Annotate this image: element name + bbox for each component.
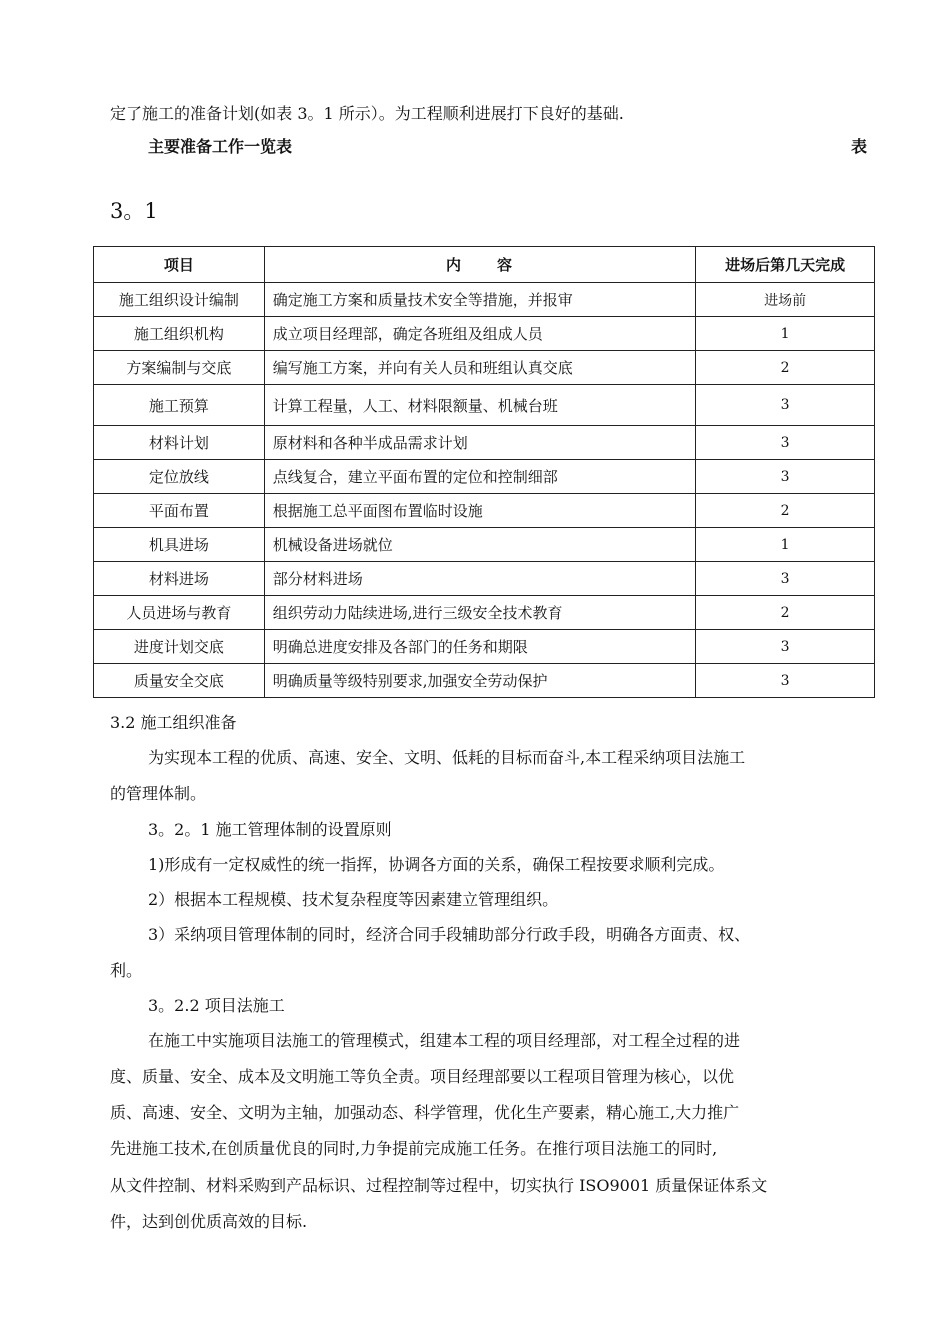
table-row <box>94 596 875 630</box>
table-row <box>94 460 875 494</box>
table-row <box>94 385 875 426</box>
cell-days: 3 <box>696 664 875 698</box>
preparation-table <box>93 246 875 698</box>
table-row <box>94 630 875 664</box>
table-title: 主要准备工作一览表 <box>148 137 293 156</box>
header-content: 内 容 <box>264 247 695 283</box>
table-number: 3。1 <box>110 199 158 223</box>
cell-days: 进场前 <box>696 283 875 317</box>
cell-item: 材料进场 <box>94 562 265 596</box>
table-row <box>94 562 875 596</box>
table-row <box>94 426 875 460</box>
subsection-heading-1: 3。2。1 施工管理体制的设置原则 <box>148 820 392 839</box>
cell-content: 成立项目经理部，确定各班组及组成人员 <box>264 317 695 351</box>
cell-days: 2 <box>696 494 875 528</box>
cell-content: 部分材料进场 <box>264 562 695 596</box>
section-heading: 3.2 施工组织准备 <box>110 713 237 732</box>
list-item-1: 1)形成有一定权威性的统一指挥，协调各方面的关系，确保工程按要求顺利完成。 <box>148 855 725 874</box>
cell-item: 施工组织设计编制 <box>94 283 265 317</box>
cell-days: 3 <box>696 630 875 664</box>
cell-item: 方案编制与交底 <box>94 351 265 385</box>
cell-content: 原材料和各种半成品需求计划 <box>264 426 695 460</box>
cell-item: 施工预算 <box>94 385 265 426</box>
para2-line: 先进施工技术,在创质量优良的同时,力争提前完成施工任务。在推行项目法施工的同时, <box>110 1139 718 1158</box>
para2-line: 在施工中实施项目法施工的管理模式，组建本工程的项目经理部，对工程全过程的进 <box>148 1031 741 1050</box>
para2-line: 质、高速、安全、文明为主轴，加强动态、科学管理，优化生产要素，精心施工,大力推广 <box>110 1103 740 1122</box>
cell-days: 2 <box>696 596 875 630</box>
cell-content: 根据施工总平面图布置临时设施 <box>264 494 695 528</box>
para1-line2: 的管理体制。 <box>110 784 207 803</box>
cell-item: 机具进场 <box>94 528 265 562</box>
cell-days: 3 <box>696 385 875 426</box>
cell-days: 1 <box>696 528 875 562</box>
header-item: 项目 <box>94 247 265 283</box>
table-header-row <box>94 247 875 283</box>
cell-days: 2 <box>696 351 875 385</box>
cell-content: 编写施工方案，并向有关人员和班组认真交底 <box>264 351 695 385</box>
cell-item: 材料计划 <box>94 426 265 460</box>
cell-days: 1 <box>696 317 875 351</box>
cell-item: 平面布置 <box>94 494 265 528</box>
table-row <box>94 664 875 698</box>
cell-item: 质量安全交底 <box>94 664 265 698</box>
table-row <box>94 317 875 351</box>
table-row <box>94 528 875 562</box>
para2-line: 件，达到创优质高效的目标. <box>110 1212 308 1231</box>
header-days: 进场后第几天完成 <box>696 247 875 283</box>
cell-content: 计算工程量，人工、材料限额量、机械台班 <box>264 385 695 426</box>
para2-line: 度、质量、安全、成本及文明施工等负全责。项目经理部要以工程项目管理为核心，以优 <box>110 1067 735 1086</box>
cell-content: 明确质量等级特别要求,加强安全劳动保护 <box>264 664 695 698</box>
cell-item: 进度计划交底 <box>94 630 265 664</box>
cell-days: 3 <box>696 562 875 596</box>
cell-content: 明确总进度安排及各部门的任务和期限 <box>264 630 695 664</box>
table-label-right: 表 <box>851 137 868 156</box>
intro-line: 定了施工的准备计划(如表 3。1 所示）。为工程顺利进展打下良好的基础. <box>110 104 624 123</box>
cell-item: 定位放线 <box>94 460 265 494</box>
para1-line1: 为实现本工程的优质、高速、安全、文明、低耗的目标而奋斗,本工程采纳项目法施工 <box>148 748 746 767</box>
list-item-3-line1: 3）采纳项目管理体制的同时，经济合同手段辅助部分行政手段，明确各方面责、权、 <box>148 925 751 944</box>
para2-line: 从文件控制、材料采购到产品标识、过程控制等过程中，切实执行 ISO9001 质量保证体系文 <box>110 1176 768 1195</box>
cell-days: 3 <box>696 426 875 460</box>
list-item-2: 2）根据本工程规模、技术复杂程度等因素建立管理组织。 <box>148 890 559 909</box>
cell-content: 机械设备进场就位 <box>264 528 695 562</box>
subsection-heading-2: 3。2.2 项目法施工 <box>148 996 285 1015</box>
table-row <box>94 351 875 385</box>
list-item-3-line2: 利。 <box>110 961 143 980</box>
cell-item: 人员进场与教育 <box>94 596 265 630</box>
cell-content: 确定施工方案和质量技术安全等措施，并报审 <box>264 283 695 317</box>
cell-item: 施工组织机构 <box>94 317 265 351</box>
cell-content: 点线复合，建立平面布置的定位和控制细部 <box>264 460 695 494</box>
cell-days: 3 <box>696 460 875 494</box>
table-row <box>94 283 875 317</box>
table-row <box>94 494 875 528</box>
cell-content: 组织劳动力陆续进场,进行三级安全技术教育 <box>264 596 695 630</box>
